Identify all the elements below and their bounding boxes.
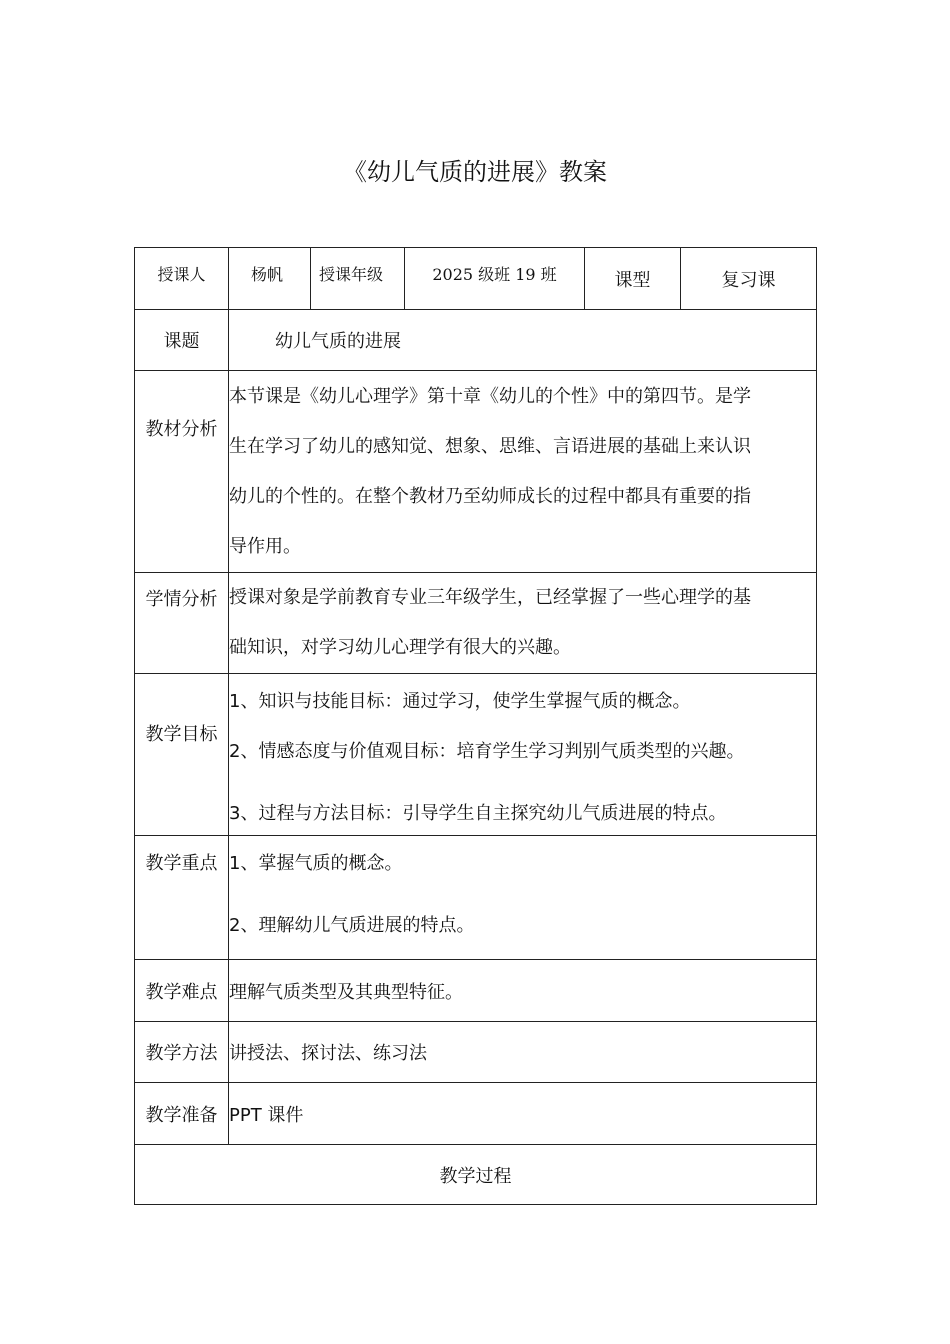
goals-text [229,674,817,836]
prep-value: PPT 课件 [229,1083,817,1145]
method-value: 讲授法、探讨法、练习法 [229,1022,817,1083]
key-row [135,836,817,960]
difficulty-row [135,960,817,1022]
topic-value: 幼儿气质的进展 [229,310,817,371]
key-line: 1、掌握气质的概念。 [229,853,403,874]
key-line: 2、理解幼儿气质进展的特点。 [229,915,475,936]
difficulty-value: 理解气质类型及其典型特征。 [229,960,817,1022]
method-row [135,1022,817,1083]
student-label: 学情分析 [135,573,229,674]
student-text [229,573,817,674]
key-text [229,836,817,960]
student-line: 授课对象是学前教育专业三年级学生，已经掌握了一些心理学的基 [229,587,751,608]
material-label: 教材分析 [135,371,229,573]
material-row [135,371,817,573]
goal-line: 3、过程与方法目标：引导学生自主探究幼儿气质进展的特点。 [229,803,727,824]
material-text [229,371,817,573]
prep-row [135,1083,817,1145]
header-row [135,248,817,310]
student-line: 础知识，对学习幼儿心理学有很大的兴趣。 [229,637,571,658]
teacher-name: 杨帆 [229,248,311,310]
document-title: 《幼儿气质的进展》教案 [343,158,607,186]
process-row [135,1145,817,1205]
prep-label: 教学准备 [135,1083,229,1145]
goal-line: 1、知识与技能目标：通过学习，使学生掌握气质的概念。 [229,691,691,712]
goals-label: 教学目标 [135,674,229,836]
material-line: 生在学习了幼儿的感知觉、想象、思维、言语进展的基础上来认识 [229,436,751,457]
goals-row [135,674,817,836]
material-line: 导作用。 [229,536,301,557]
key-label: 教学重点 [135,836,229,960]
material-line: 本节课是《幼儿心理学》第十章《幼儿的个性》中的第四节。是学 [229,386,751,407]
process-label: 教学过程 [135,1145,817,1205]
goal-line: 2、情感态度与价值观目标：培育学生学习判别气质类型的兴趣。 [229,741,745,762]
topic-row [135,310,817,371]
method-label: 教学方法 [135,1022,229,1083]
student-row [135,573,817,674]
class-name: 2025 级班 19 班 [405,248,585,310]
type-label: 课型 [585,248,681,310]
type-value: 复习课 [681,248,817,310]
grade-label: 授课年级 [311,248,405,310]
material-line: 幼儿的个性的。在整个教材乃至幼师成长的过程中都具有重要的指 [229,486,751,507]
difficulty-label: 教学难点 [135,960,229,1022]
topic-label: 课题 [135,310,229,371]
lesson-plan-table [134,247,817,1205]
teacher-label: 授课人 [135,248,229,310]
